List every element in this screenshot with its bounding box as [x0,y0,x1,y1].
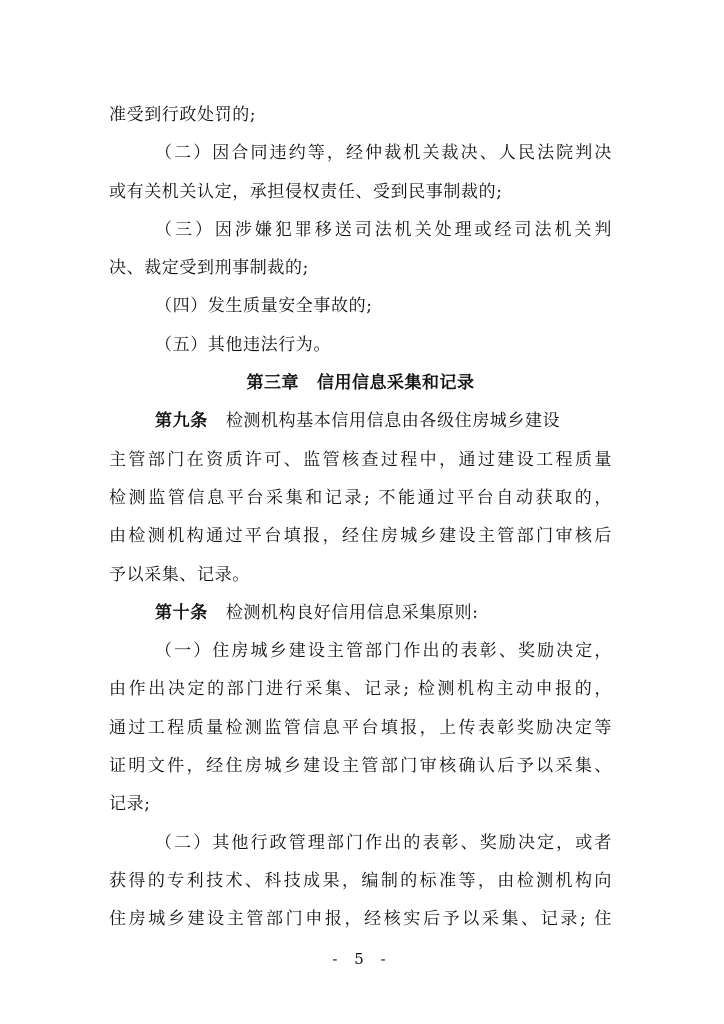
text-line: 住房城乡建设主管部门申报，经核实后予以采集、记录; 住 [109,909,612,930]
text-line: 检测机构基本信用信息由各级住房城乡建设 [225,411,561,432]
text-line: 通过工程质量检测监管信息平台填报，上传表彰奖励决定等 [109,717,612,738]
chapter-number: 第三章 [246,373,299,394]
chapter-title: 信用信息采集和记录 [317,373,475,394]
text-line: 由检测机构通过平台填报，经住房城乡建设主管部门审核后 [109,526,612,547]
text-line: 由作出决定的部门进行采集、记录; 检测机构主动申报的， [109,679,612,700]
chapter-heading [109,364,612,402]
text-line: 证明文件，经住房城乡建设主管部门审核确认后予以采集、 [109,756,612,777]
article-10-first-line [109,594,612,632]
article-10-label: 第十条 [155,602,208,623]
text-line: 检测机构良好信用信息采集原则: [225,602,479,623]
text-line: 记录; [109,794,151,815]
text-line: 获得的专利技术、科技成果，编制的标准等，由检测机构向 [109,870,612,891]
text-line: （四）发生质量安全事故的; [155,296,373,317]
text-line: （三）因涉嫌犯罪移送司法机关处理或经司法机关判 [155,219,612,240]
text-line: （五）其他违法行为。 [155,334,331,355]
page-number: - 5 - [332,950,392,968]
article-9-first-line [109,402,612,440]
text-line: （二）因合同违约等，经仲裁机关裁决、人民法院判决 [155,143,612,164]
text-line: 或有关机关认定，承担侵权责任、受到民事制裁的; [109,181,503,202]
text-line: 准受到行政处罚的; [109,105,257,125]
body-text [109,96,612,939]
text-line: （二）其他行政管理部门作出的表彰、奖励决定，或者 [155,832,612,853]
article-9-label: 第九条 [155,411,208,432]
text-line: 检测监管信息平台采集和记录; 不能通过平台自动获取的， [109,487,612,508]
text-line: 决、裁定受到刑事制裁的; [109,258,309,279]
text-line: 主管部门在资质许可、监管核查过程中，通过建设工程质量 [109,449,612,470]
text-line: （一）住房城乡建设主管部门作出的表彰、奖励决定， [155,641,612,662]
text-line: 予以采集、记录。 [109,564,250,585]
